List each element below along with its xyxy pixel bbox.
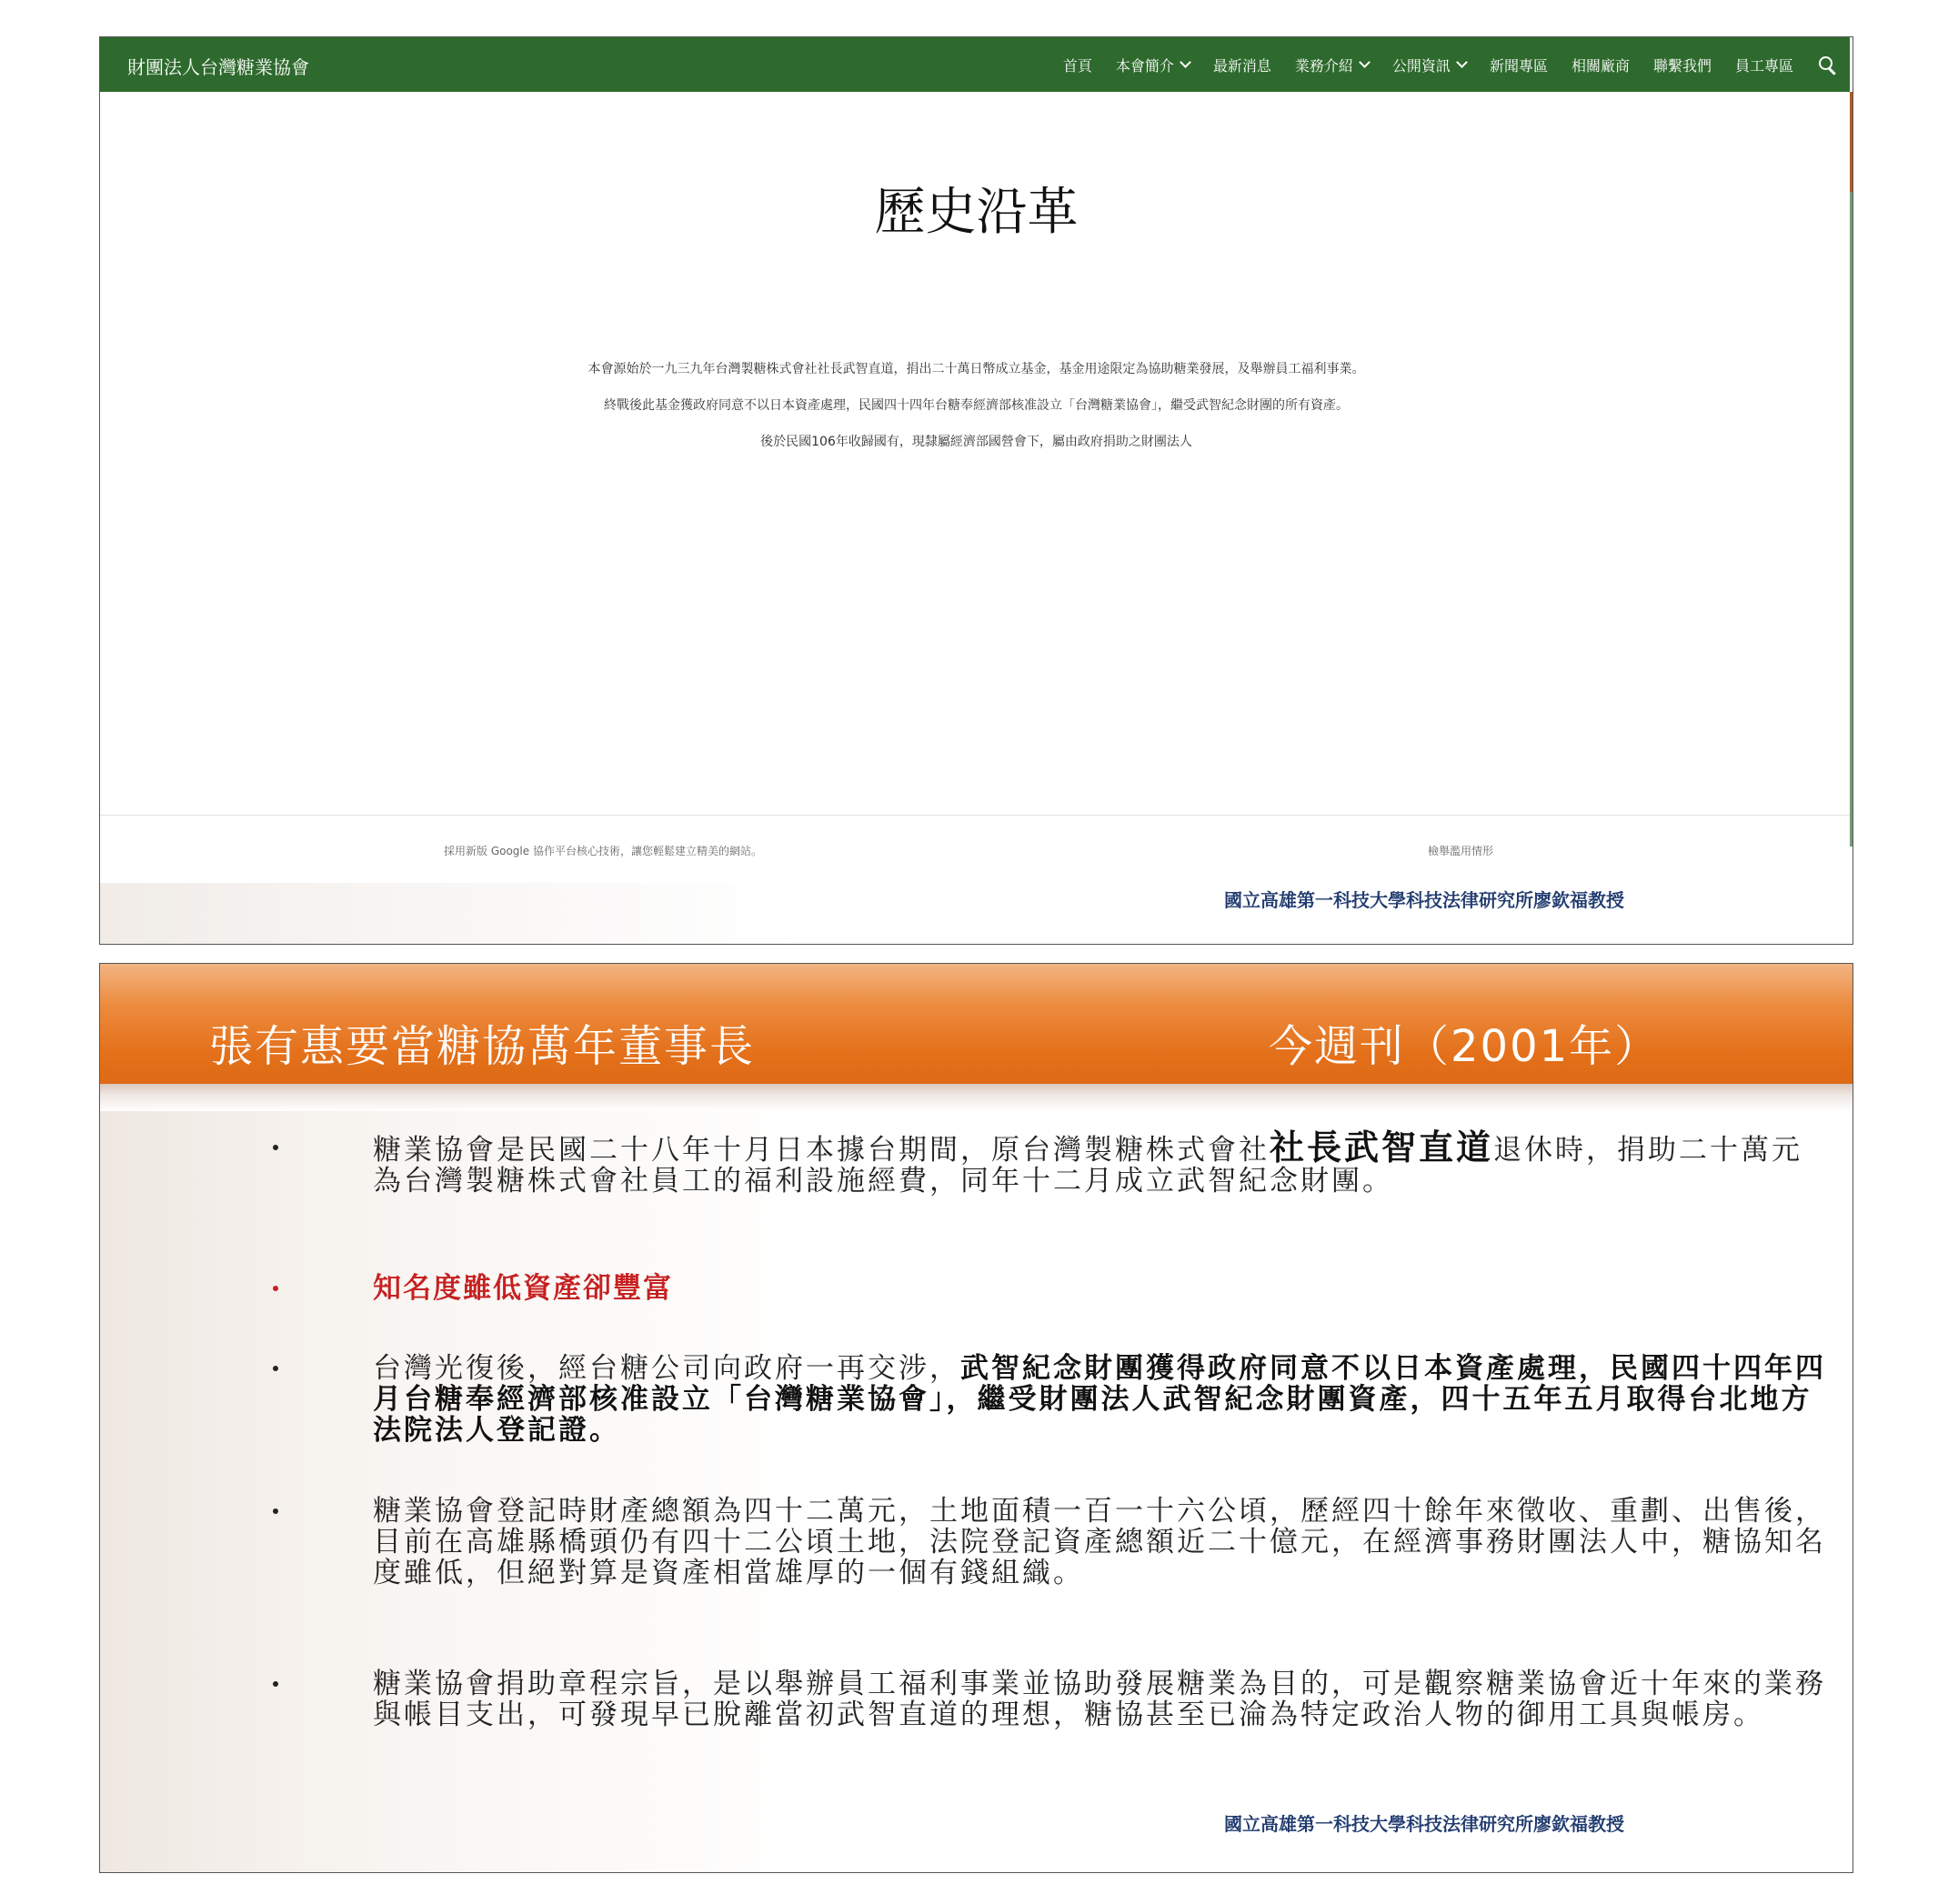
search-icon[interactable] bbox=[1817, 55, 1837, 75]
bullet-text-segment: 台灣光復後，經台糖公司向政府一再交涉， bbox=[373, 1352, 960, 1385]
nav-item-6[interactable] bbox=[1490, 55, 1548, 75]
history-paragraph-3: 後於民國106年收歸國有，現隸屬經濟部國營會下，屬由政府捐助之財團法人 bbox=[760, 435, 1192, 449]
nav-item-7[interactable] bbox=[1571, 55, 1630, 75]
page-title: 歷史沿革 bbox=[874, 183, 1079, 242]
slide-header-band bbox=[100, 964, 1853, 1084]
bullet-dot-icon bbox=[273, 1508, 278, 1514]
nav-item-2[interactable] bbox=[1116, 55, 1190, 75]
bullet-text bbox=[373, 1669, 1828, 1730]
nav-item-4[interactable] bbox=[1295, 55, 1369, 75]
chevron-down-icon[interactable] bbox=[1359, 56, 1371, 68]
nav-item-label: 本會簡介 bbox=[1115, 56, 1174, 75]
bullet-text-segment: 糖業協會捐助章程宗旨，是以舉辦員工福利事業並協助發展糖業為目的，可是觀察糖業協會近十年來的業務與帳目支出，可發現早已脫離當初武智直道的理想，糖協甚至已淪為特定政治人物的御用工具與帳房。 bbox=[373, 1668, 1826, 1731]
bullet-dot-icon bbox=[273, 1145, 278, 1150]
author-credit: 國立高雄第一科技大學科技法律研究所廖欽福教授 bbox=[1224, 889, 1624, 911]
author-credit: 國立高雄第一科技大學科技法律研究所廖欽福教授 bbox=[1224, 1813, 1624, 1835]
report-abuse-link[interactable]: 檢舉濫用情形 bbox=[1428, 845, 1494, 857]
nav-item-8[interactable] bbox=[1653, 55, 1712, 75]
bullet-text bbox=[373, 1127, 1828, 1198]
bullet-text bbox=[373, 1353, 1828, 1446]
slide-website-history bbox=[99, 36, 1853, 945]
nav-item-9[interactable] bbox=[1735, 55, 1793, 75]
bullet-text-segment: 糖業協會登記時財產總額為四十二萬元，土地面積一百一十六公頃，歷經四十餘年來徵收、重劃、出售後，目前在高雄縣橋頭仍有四十二公頃土地，法院登記資產總額近二十億元，在經濟事務財團法人中，糖協知名度雖低，但絕對算是資產相當雄厚的一個有錢組織。 bbox=[373, 1495, 1826, 1589]
nav-item-label: 首頁 bbox=[1062, 56, 1092, 75]
site-title-link[interactable]: 財團法人台灣糖業協會 bbox=[127, 56, 309, 78]
history-paragraph-2: 終戰後此基金獲政府同意不以日本資產處理，民國四十四年台糖奉經濟部核准設立「台灣糖業協會」，繼受武智紀念財團的所有資產。 bbox=[604, 398, 1349, 413]
chevron-down-icon[interactable] bbox=[1456, 56, 1468, 68]
nav-item-label: 公開資訊 bbox=[1391, 56, 1451, 75]
site-footer bbox=[100, 815, 1850, 884]
nav-item-3[interactable] bbox=[1213, 55, 1271, 75]
slide-news-article bbox=[99, 963, 1853, 1873]
bullet-text bbox=[373, 1496, 1828, 1588]
header-shadow bbox=[100, 1084, 1853, 1111]
website-screenshot bbox=[100, 37, 1853, 883]
scrollbar-track[interactable] bbox=[1850, 192, 1853, 847]
slide-source: 今週刊（2001年） bbox=[1269, 1021, 1661, 1072]
bullet-dot-icon bbox=[273, 1286, 278, 1291]
nav-item-label: 員工專區 bbox=[1734, 56, 1793, 75]
bullet-text-segment: 知名度雖低資產卻豐富 bbox=[373, 1272, 673, 1305]
main-nav bbox=[1063, 37, 1837, 92]
nav-item-label: 業務介紹 bbox=[1294, 56, 1353, 75]
slide-title: 張有惠要當糖協萬年董事長 bbox=[209, 1021, 756, 1072]
nav-item-label: 相關廠商 bbox=[1571, 56, 1630, 75]
bullet-text-segment: 武智紀念財團獲得政府同意不以日本資產處理，民國四十四年四月台糖奉經濟部核准設立「台灣糖業協會」，繼受財團法人武智紀念財團資產，四十五年五月取得台北地方法院法人登記證。 bbox=[373, 1352, 1826, 1447]
nav-item-5[interactable] bbox=[1392, 55, 1466, 75]
footer-google-sites-text[interactable]: 採用新版 Google 協作平台核心技術，讓您輕鬆建立精美的網站。 bbox=[444, 845, 762, 857]
bullet-text bbox=[373, 1273, 1828, 1304]
history-paragraph-1: 本會源始於一九三九年台灣製糖株式會社社長武智直道，捐出二十萬日幣成立基金，基金用途限定為協助糖業發展，及舉辦員工福利事業。 bbox=[587, 362, 1365, 376]
nav-item-label: 聯繫我們 bbox=[1652, 56, 1712, 75]
chevron-down-icon[interactable] bbox=[1180, 56, 1191, 68]
bullet-dot-icon bbox=[273, 1366, 278, 1371]
nav-item-label: 新聞專區 bbox=[1489, 56, 1548, 75]
bullet-text-segment: 社長武智直道 bbox=[1270, 1127, 1494, 1167]
slide-background bbox=[100, 1111, 1853, 1873]
bullet-text-segment: 退休時，捐助二十萬元為台灣製糖株式會社員工的福利設施經費，同年十二月成立武智紀念財團。 bbox=[373, 1134, 1803, 1198]
site-header bbox=[100, 37, 1850, 92]
bullet-dot-icon bbox=[273, 1681, 278, 1687]
nav-item-label: 最新消息 bbox=[1212, 56, 1271, 75]
bullet-text-segment: 糖業協會是民國二十八年十月日本據台期間，原台灣製糖株式會社 bbox=[373, 1134, 1270, 1167]
nav-item-1[interactable] bbox=[1063, 55, 1092, 75]
